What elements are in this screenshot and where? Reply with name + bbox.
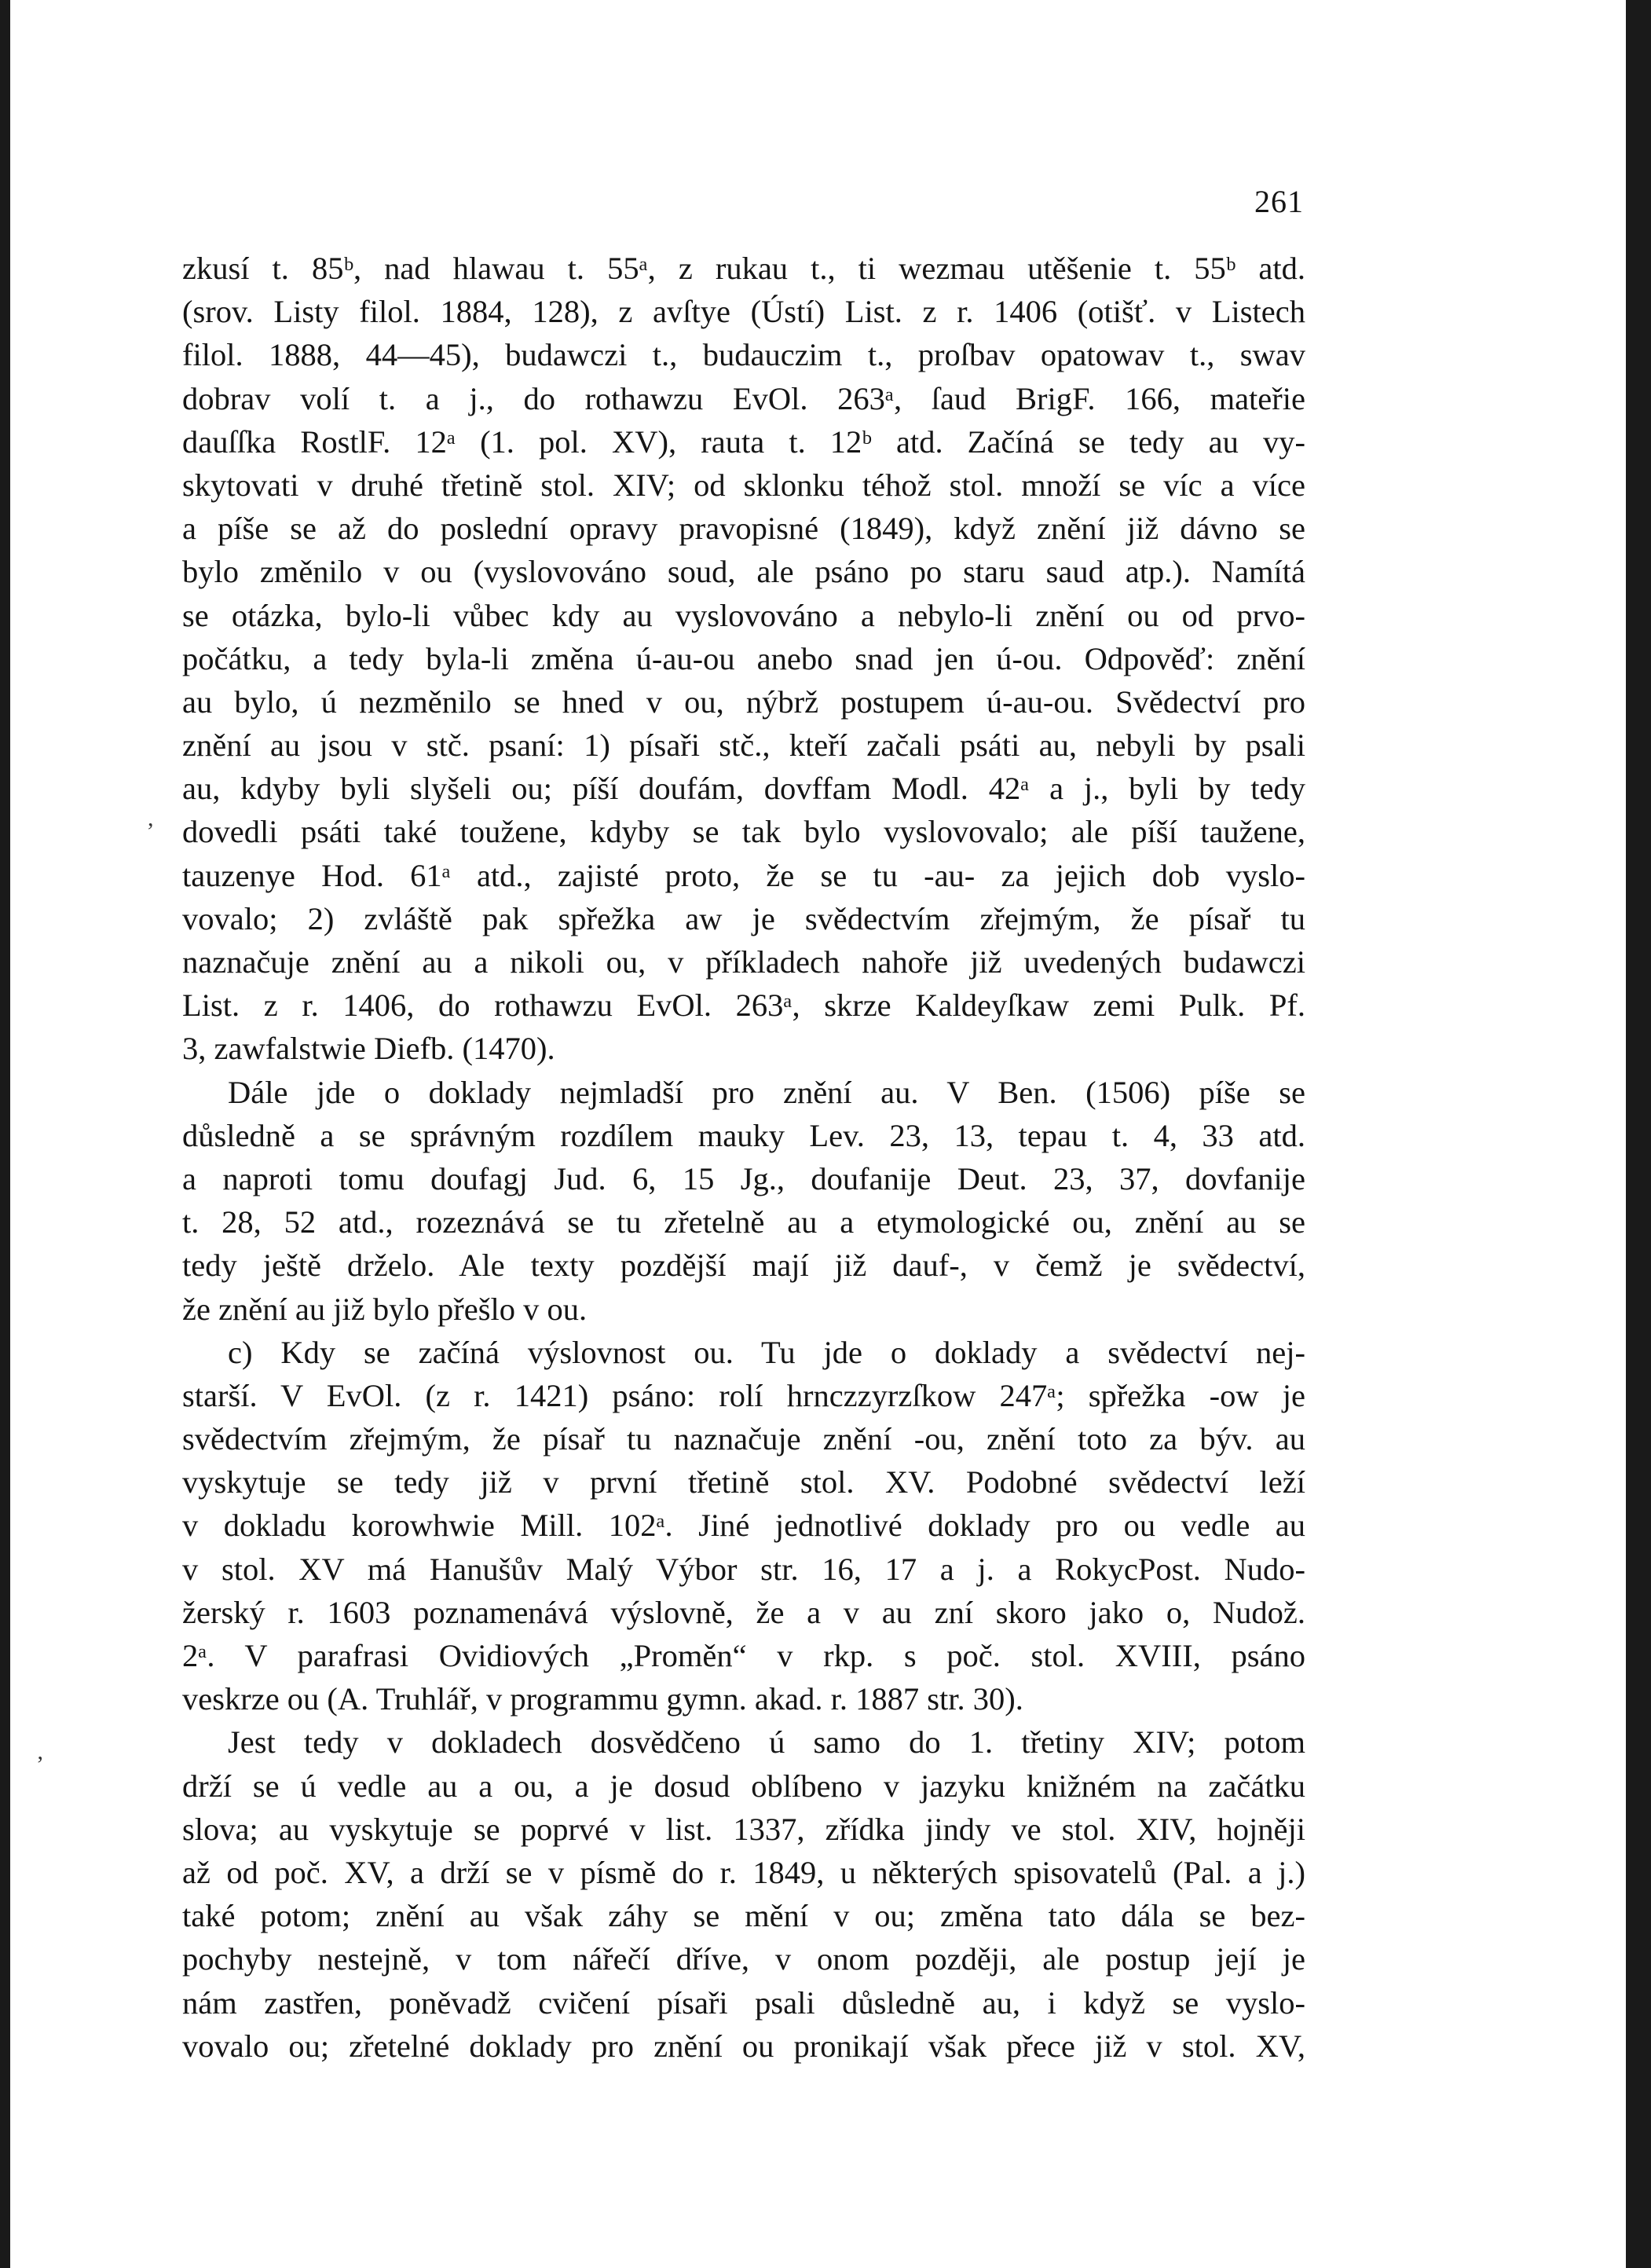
- text-line: [182, 1507, 1305, 1550]
- text-line-content: svědectvím zřejmým, že písař tu naznačuje znění -ou, znění toto za býv. au: [182, 1421, 1305, 1457]
- text-line: [182, 813, 1305, 856]
- text-line-content: vyskytuje se tedy již v první třetině stol. XV. Podobné svědectví leží: [182, 1464, 1305, 1500]
- text-line: [182, 1247, 1305, 1290]
- text-line: [182, 770, 1305, 813]
- text-line: [182, 293, 1305, 336]
- text-line-content: vovalo ou; zřetelné doklady pro znění ou pronikají však přece již v stol. XV,: [182, 2028, 1305, 2064]
- text-line-content: pochyby nestejně, v tom nářečí dříve, v onom později, ale postup její je: [182, 1941, 1305, 1977]
- text-line-content: počátku, a tedy byla-li změna ú-au-ou anebo snad jen ú-ou. Odpověď: znění: [182, 640, 1305, 676]
- text-line: [182, 1551, 1305, 1594]
- text-line-content: Jest tedy v dokladech dosvědčeno ú samo do 1. třetiny XIV; potom: [228, 1724, 1305, 1761]
- text-line: [182, 1680, 1305, 1724]
- text-line-content: dovedli psáti také toužene, kdyby se tak bylo vyslovovalo; ale píší taužene,: [182, 814, 1305, 850]
- text-line: [182, 1811, 1305, 1854]
- text-line-content: tauzenye Hod. 61ᵃ atd., zajisté proto, že se tu -au- za jejich dob vyslo-: [182, 857, 1305, 893]
- text-line-content: dobrav volí t. a j., do rothawzu EvOl. 263ᵃ, ſaud BrigF. 166, mateřie: [182, 380, 1305, 416]
- text-line-content: zkusí t. 85ᵇ, nad hlawau t. 55ᵃ, z rukau t., ti wezmau utěšenie t. 55ᵇ atd.: [182, 251, 1305, 286]
- text-line: [182, 727, 1305, 770]
- text-line-content: t. 28, 52 atd., rozeznává se tu zřetelně au a etymologické ou, znění au se: [182, 1204, 1305, 1240]
- text-line: [182, 1724, 1305, 1767]
- text-line-content: vovalo; 2) zvláště pak spřežka aw je svědectvím zřejmým, že písař tu: [182, 900, 1305, 936]
- scan-speck: ʼ: [36, 1752, 44, 1778]
- text-line: [182, 1984, 1305, 2028]
- page-body-text: [182, 250, 1305, 2071]
- text-line: [182, 683, 1305, 727]
- text-line-content: List. z r. 1406, do rothawzu EvOl. 263ᵃ, skrze Kaldeyſkaw zemi Pulk. Pf.: [182, 987, 1305, 1024]
- text-line-content: 2ᵃ. V parafrasi Ovidiových „Proměn“ v rkp. s poč. stol. XVIII, psáno: [182, 1638, 1305, 1673]
- text-line: [182, 987, 1305, 1030]
- text-word: veskrze ou (A. Truhlář, v programmu gymn. akad. r. 1887 str. 30).: [182, 1681, 1023, 1717]
- text-line-content: skytovati v druhé třetině stol. XIV; od sklonku téhož stol. množí se víc a více: [182, 467, 1305, 503]
- text-line: [182, 1420, 1305, 1464]
- text-line: [182, 1854, 1305, 1897]
- text-line: [182, 1204, 1305, 1247]
- text-line: [182, 1291, 1305, 1334]
- text-line-content: a naproti tomu doufagj Jud. 6, 15 Jg., doufanije Deut. 23, 37, dovfanije: [182, 1160, 1305, 1196]
- text-line-content: c) Kdy se začíná výslovnost ou. Tu jde o doklady a svědectví nej-: [228, 1334, 1305, 1370]
- text-line-content: au bylo, ú nezměnilo se hned v ou, nýbrž postupem ú-au-ou. Svědectví pro: [182, 683, 1305, 720]
- text-line-content: znění au jsou v stč. psaní: 1) písaři stč., kteří začali psáti au, nebyli by psali: [182, 727, 1305, 764]
- text-line-content: drží se ú vedle au a ou, a je dosud oblíbeno v jazyku knižném na začátku: [182, 1768, 1305, 1804]
- text-line-content: v stol. XV má Hanušův Malý Výbor str. 16, 17 a j. a RokycPost. Nudo-: [182, 1551, 1305, 1587]
- text-line-content: starší. V EvOl. (z r. 1421) psáno: rolí hrnczzyrzſkow 247ᵃ; spřežka -ow je: [182, 1377, 1305, 1413]
- text-line: [182, 640, 1305, 683]
- text-line: [182, 1768, 1305, 1811]
- text-line-content: a píše se až do poslední opravy pravopisné (1849), když znění již dávno se: [182, 511, 1305, 547]
- text-line-content: žerský r. 1603 poznamenává výslovně, že a v au zní skoro jako o, Nudož.: [182, 1594, 1305, 1630]
- text-line-content: také potom; znění au však záhy se mění v ou; změna tato dála se bez-: [182, 1898, 1305, 1934]
- text-line: [182, 336, 1305, 379]
- text-word: 3, zawfalstwie Diefb. (1470).: [182, 1031, 555, 1067]
- scan-speck: ,: [148, 805, 154, 831]
- text-line-content: se otázka, bylo-li vůbec kdy au vyslovováno a nebylo-li znění ou od prvo-: [182, 597, 1305, 633]
- text-line-content: naznačuje znění au a nikoli ou, v příkladech nahoře již uvedených budawczi: [182, 944, 1305, 980]
- page-number: 261: [1254, 184, 1304, 219]
- text-line: [182, 1117, 1305, 1160]
- text-line-content: au, kdyby byli slyšeli ou; píší doufám, dovffam Modl. 42ᵃ a j., byli by tedy: [182, 771, 1305, 807]
- text-line: [182, 1074, 1305, 1117]
- text-line: [182, 380, 1305, 423]
- text-line-content: slova; au vyskytuje se poprvé v list. 1337, zřídka jindy ve stol. XIV, hojněji: [182, 1811, 1305, 1847]
- text-line-content: dauſſka RostlF. 12ᵃ (1. pol. XV), rauta t. 12ᵇ atd. Začíná se tedy au vy-: [182, 423, 1305, 460]
- text-line-content: (srov. Listy filol. 1884, 128), z avſtye (Ústí) List. z r. 1406 (otišť. v Listech: [182, 294, 1305, 330]
- text-line-content: důsledně a se správným rozdílem mauky Lev. 23, 13, tepau t. 4, 33 atd.: [182, 1117, 1305, 1153]
- text-line: [182, 1594, 1305, 1637]
- text-line: [182, 250, 1305, 293]
- text-line: [182, 857, 1305, 900]
- text-line: [182, 1030, 1305, 1073]
- text-line: [182, 2028, 1305, 2071]
- text-word: že znění au již bylo přešlo v ou.: [182, 1291, 588, 1327]
- text-line: [182, 1160, 1305, 1204]
- text-line: [182, 1464, 1305, 1507]
- text-line: [182, 467, 1305, 510]
- text-line: [182, 943, 1305, 987]
- text-line: [182, 900, 1305, 943]
- text-line-content: Dále jde o doklady nejmladší pro znění au. V Ben. (1506) píše se: [228, 1074, 1305, 1110]
- scan-border-left: [0, 0, 10, 2268]
- text-line: [182, 510, 1305, 553]
- scan-border-right: [1626, 0, 1651, 2268]
- text-line: [182, 1637, 1305, 1680]
- text-line-content: filol. 1888, 44—45), budawczi t., budauczim t., proſbav opatowav t., swav: [182, 337, 1305, 373]
- text-line: [182, 423, 1305, 467]
- text-line: [182, 1940, 1305, 1984]
- text-line-content: nám zastřen, poněvadž cvičení písaři psali důsledně au, i když se vyslo-: [182, 1984, 1305, 2021]
- text-line-content: až od poč. XV, a drží se v písmě do r. 1849, u některých spisovatelů (Pal. a j.): [182, 1854, 1305, 1890]
- text-line-content: bylo změnilo v ou (vyslovováno soud, ale psáno po staru saud atp.). Namítá: [182, 554, 1305, 590]
- text-line: [182, 1334, 1305, 1377]
- text-line-content: v dokladu korowhwie Mill. 102ᵃ. Jiné jednotlivé doklady pro ou vedle au: [182, 1508, 1305, 1544]
- text-line: [182, 1377, 1305, 1420]
- text-line-content: tedy ještě drželo. Ale texty pozdější mají již dauf-, v čemž je svědectví,: [182, 1248, 1305, 1284]
- text-line: [182, 597, 1305, 640]
- text-line: [182, 553, 1305, 596]
- text-line: [182, 1897, 1305, 1940]
